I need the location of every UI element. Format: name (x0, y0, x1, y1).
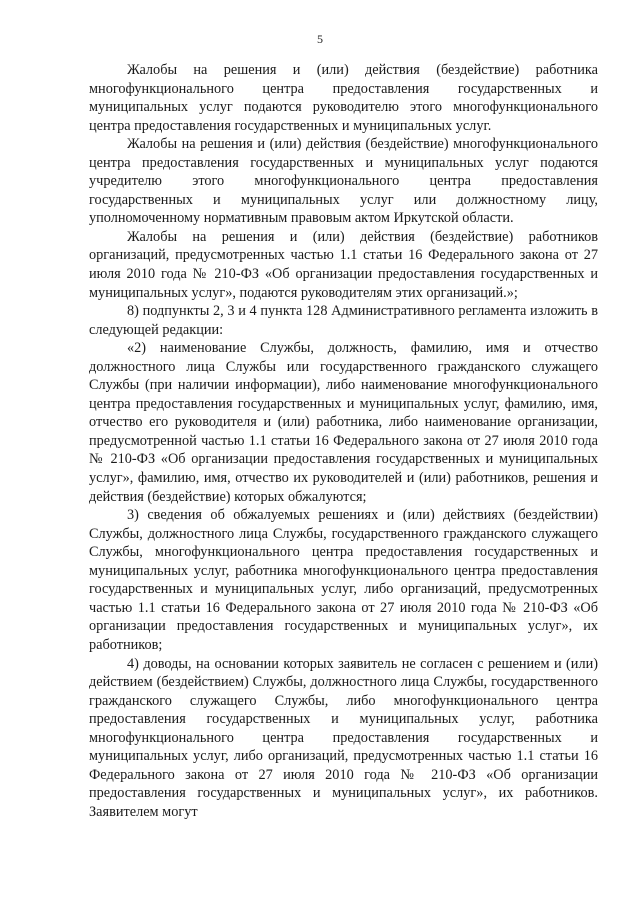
paragraph-amendment-item-8: 8) подпункты 2, 3 и 4 пункта 128 Административного регламента изложить в следующей редакции: (89, 303, 598, 338)
paragraph-subitem-4: 4) доводы, на основании которых заявитель не согласен с решением и (или) действием (бездействием) Службы, должностного лица Службы, государственного гражданского служащего Службы, либо многофункционального центра предоставления государственных и муниципальных услуг, работника многофункционального центра предоставления государственных и муниципальных услуг, либо организаций, предусмотренных частью 1.1 статьи 16 Федерального закона от 27 июля 2010 года № 210-ФЗ «Об организации предоставления государственных и муниципальных услуг», их работников. Заявителем могут (89, 655, 598, 820)
paragraph-complaints-organizations: Жалобы на решения и (или) действия (бездействие) работников организаций, предусмотренных частью 1.1 статьи 16 Федерального закона от 27 июля 2010 года № 210-ФЗ «Об организации предоставления государственных и муниципальных услуг», подаются руководителям этих организаций.»; (89, 228, 598, 301)
document-body (89, 61, 598, 821)
page-number: 5 (317, 32, 323, 46)
paragraph-complaints-mfc: Жалобы на решения и (или) действия (бездействие) многофункционального центра предоставления государственных и муниципальных услуг подаются учредителю этого многофункционального центра предоставления государственных и муниципальных услуг или должностному лицу, уполномоченному нормативным правовым актом Иркутской области. (89, 136, 598, 227)
paragraph-subitem-3: 3) сведения об обжалуемых решениях и (или) действиях (бездействии) Службы, должностного лица Службы, государственного гражданского служащего Службы, многофункционального центра предоставления государственных и муниципальных услуг, работника многофункционального центра предоставления государственных и муниципальных услуг, либо организаций, предусмотренных частью 1.1 статьи 16 Федерального закона от 27 июля 2010 года № 210-ФЗ «Об организации предоставления государственных и муниципальных услуг», их работников; (89, 507, 598, 653)
paragraph-subitem-2: «2) наименование Службы, должность, фамилию, имя и отчество должностного лица Службы или государственного гражданского служащего Службы (при наличии информации), либо наименование многофункционального центра предоставления государственных и муниципальных услуг, фамилию, имя, отчество его руководителя и (или) работника, либо наименование организации, предусмотренной частью 1.1 статьи 16 Федерального закона от 27 июля 2010 года № 210-ФЗ «Об организации предоставления государственных и муниципальных услуг», фамилию, имя, отчество их руководителей и (или) работников, решения и действия (бездействие) которых обжалуются; (89, 340, 598, 505)
paragraph-complaints-mfc-employee: Жалобы на решения и (или) действия (бездействие) работника многофункционального центра предоставления государственных и муниципальных услуг подаются руководителю этого многофункционального центра предоставления государственных и муниципальных услуг. (89, 62, 598, 134)
